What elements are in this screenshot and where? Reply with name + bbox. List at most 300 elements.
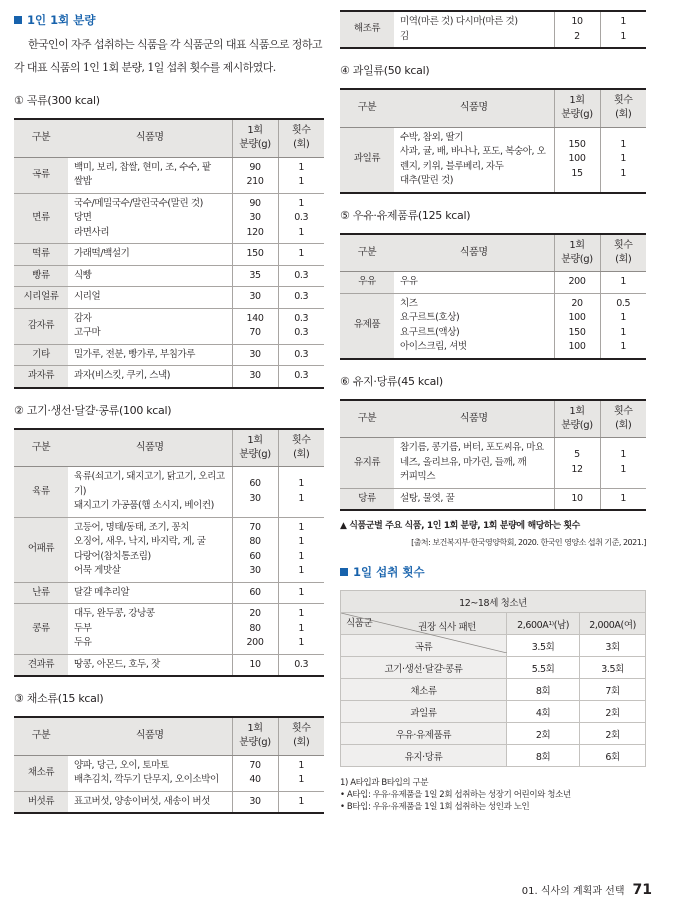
amount-value: 10 bbox=[571, 492, 583, 504]
table-header-row bbox=[340, 400, 646, 438]
amount-value: 20 bbox=[249, 608, 261, 619]
count-cell bbox=[278, 654, 324, 676]
amount-value: 30 bbox=[249, 348, 261, 360]
amount-cell bbox=[232, 244, 278, 266]
count-value: 0.3 bbox=[294, 658, 309, 670]
count-value: 1 bbox=[298, 637, 305, 648]
footnote-line: 1) A타입과 B타입의 구분 bbox=[340, 778, 429, 788]
amount-cell bbox=[232, 344, 278, 366]
column-header-food: 식품명 bbox=[394, 400, 554, 438]
column-header-amount: 1회 분량(g) bbox=[554, 234, 600, 272]
amount-value: 80 bbox=[249, 622, 261, 634]
count-value: 1 bbox=[298, 248, 305, 259]
column-header-food: 식품명 bbox=[394, 89, 554, 127]
food-cell bbox=[394, 272, 554, 294]
food-name: 땅콩, 아몬드, 호두, 잣 bbox=[74, 658, 160, 670]
food-name: 어묵 게맛살 bbox=[74, 565, 121, 576]
column-header-category: 구분 bbox=[340, 234, 394, 272]
category-cell: 육류 bbox=[14, 467, 68, 518]
count-value: 1 bbox=[620, 16, 627, 27]
page-number: 71 bbox=[632, 882, 652, 898]
food-name: 육류(쇠고기, 돼지고기, 닭고기, 오리고기) bbox=[74, 471, 225, 497]
page-footer bbox=[522, 882, 652, 898]
amount-value: 12 bbox=[571, 463, 583, 475]
section-heading bbox=[14, 12, 324, 28]
amount-value: 100 bbox=[568, 312, 586, 323]
category-cell: 버섯류 bbox=[14, 791, 68, 813]
table-row bbox=[14, 791, 324, 813]
type-a-header: 2,600A¹⁾(남) bbox=[507, 613, 580, 635]
column-header-category: 구분 bbox=[14, 119, 68, 157]
food-table bbox=[14, 428, 324, 678]
category-cell: 빵류 bbox=[14, 265, 68, 287]
heading-square-icon bbox=[340, 568, 348, 576]
food-name: 돼지고기 가공품(햄 소시지, 베이컨) bbox=[74, 500, 214, 511]
type-a-count: 5.5회 bbox=[507, 657, 580, 679]
amount-cell bbox=[232, 366, 278, 388]
count-value: 1 bbox=[620, 341, 627, 352]
amount-cell bbox=[232, 755, 278, 791]
amount-cell bbox=[232, 604, 278, 655]
amount-value: 70 bbox=[249, 327, 261, 338]
pattern-label: 권장 식사 패턴 bbox=[418, 622, 476, 633]
amount-value: 60 bbox=[249, 478, 261, 490]
food-group-label: 식품군 bbox=[346, 618, 373, 629]
table-row bbox=[340, 11, 646, 48]
column-header-amount: 1회 분량(g) bbox=[232, 429, 278, 467]
category-cell: 채소류 bbox=[14, 755, 68, 791]
table-header-row bbox=[340, 234, 646, 272]
count-cell bbox=[278, 467, 324, 518]
heading-square-icon bbox=[14, 16, 22, 24]
food-table bbox=[340, 233, 646, 360]
food-name: 두부 bbox=[74, 622, 92, 634]
food-cell bbox=[68, 193, 232, 244]
food-name: 고등어, 명태/동태, 조기, 꽁치 bbox=[74, 521, 190, 533]
amount-value: 30 bbox=[249, 291, 261, 302]
amount-value: 90 bbox=[249, 161, 261, 173]
category-cell: 유제품 bbox=[340, 293, 394, 359]
type-a-count: 3.5회 bbox=[507, 635, 580, 657]
food-name: 두유 bbox=[74, 637, 92, 648]
count-value: 1 bbox=[298, 536, 305, 547]
section-title: 1인 1회 분량 bbox=[27, 13, 96, 27]
count-value: 1 bbox=[298, 226, 305, 238]
count-cell bbox=[600, 293, 646, 359]
column-header-count: 횟수 (회) bbox=[278, 717, 324, 755]
intro-paragraph: 한국인이 자주 섭취하는 식품을 각 식품군의 대표 식품으로 정하고 각 대표 식품의 1인 1회 분량, 1일 섭취 횟수를 제시하였다. bbox=[14, 38, 322, 74]
diagonal-header-cell bbox=[341, 613, 507, 635]
left-column bbox=[14, 0, 324, 814]
column-header-count: 횟수 (회) bbox=[600, 234, 646, 272]
food-cell bbox=[68, 517, 232, 582]
food-name: 대추(말린 것) bbox=[400, 175, 454, 186]
food-name: 쌀밥 bbox=[74, 176, 92, 187]
column-header-category: 구분 bbox=[14, 429, 68, 467]
type-a-count: 2회 bbox=[507, 723, 580, 745]
table-caption: ▲ 식품군별 주요 식품, 1인 1회 분량, 1회 분량에 해당하는 횟수 bbox=[340, 521, 580, 531]
column-header-amount: 1회 분량(g) bbox=[232, 119, 278, 157]
count-value: 0.3 bbox=[294, 312, 309, 324]
intake-row bbox=[341, 723, 646, 745]
table-row bbox=[14, 755, 324, 791]
amount-value: 100 bbox=[568, 341, 586, 352]
table-header-row bbox=[14, 119, 324, 157]
amount-value: 10 bbox=[571, 16, 583, 27]
food-name: 과자(비스킷, 쿠키, 스낵) bbox=[74, 370, 171, 381]
count-cell bbox=[600, 488, 646, 510]
food-cell bbox=[68, 654, 232, 676]
amount-cell bbox=[232, 517, 278, 582]
food-name: 시리얼 bbox=[74, 291, 101, 302]
category-cell: 기타 bbox=[14, 344, 68, 366]
intake-row bbox=[341, 657, 646, 679]
food-name: 아이스크림, 셔벗 bbox=[400, 341, 467, 352]
food-name: 김 bbox=[400, 30, 409, 42]
count-cell bbox=[600, 11, 646, 48]
amount-cell bbox=[554, 127, 600, 193]
count-value: 1 bbox=[298, 478, 305, 490]
column-header-food: 식품명 bbox=[68, 119, 232, 157]
column-header-count: 횟수 (회) bbox=[278, 429, 324, 467]
food-group-cell: 과일류 bbox=[341, 701, 507, 723]
amount-value: 2 bbox=[574, 30, 580, 42]
category-cell: 당류 bbox=[340, 488, 394, 510]
amount-value: 70 bbox=[249, 759, 261, 771]
amount-cell bbox=[554, 11, 600, 48]
amount-value: 150 bbox=[246, 248, 264, 259]
category-cell: 감자류 bbox=[14, 308, 68, 344]
count-cell bbox=[278, 308, 324, 344]
count-cell bbox=[600, 438, 646, 489]
food-name: 수박, 참외, 딸기 bbox=[400, 131, 464, 143]
food-cell bbox=[68, 244, 232, 266]
food-cell bbox=[68, 287, 232, 309]
category-cell: 난류 bbox=[14, 582, 68, 604]
amount-value: 150 bbox=[568, 138, 586, 150]
amount-value: 150 bbox=[568, 326, 586, 338]
table-row bbox=[14, 517, 324, 582]
type-a-count: 4회 bbox=[507, 701, 580, 723]
count-value: 1 bbox=[298, 774, 305, 785]
amount-value: 30 bbox=[249, 370, 261, 381]
intake-row bbox=[341, 701, 646, 723]
food-group-cell: 채소류 bbox=[341, 679, 507, 701]
count-value: 1 bbox=[620, 492, 627, 504]
count-value: 1 bbox=[620, 326, 627, 338]
count-value: 1 bbox=[620, 167, 627, 179]
footnote-line: • B타입: 우유·유제품을 1일 1회 섭취하는 성인과 노인 bbox=[340, 802, 530, 812]
food-name: 당면 bbox=[74, 212, 92, 223]
food-name: 참기름, 콩기름, 버터, 포도씨유, 마요네즈, 올리브유, 마가린, 들깨, 깨 bbox=[400, 442, 544, 468]
table-row bbox=[340, 438, 646, 489]
amount-cell bbox=[554, 438, 600, 489]
intake-header-row bbox=[341, 591, 646, 613]
type-b-count: 2회 bbox=[580, 723, 646, 745]
count-value: 1 bbox=[620, 138, 627, 150]
food-table bbox=[340, 88, 646, 194]
count-value: 1 bbox=[298, 176, 305, 187]
group-title: ① 곡류(300 kcal) bbox=[14, 94, 100, 107]
count-value: 0.3 bbox=[294, 327, 309, 338]
type-b-count: 6회 bbox=[580, 745, 646, 767]
amount-value: 10 bbox=[249, 658, 261, 670]
type-a-count: 8회 bbox=[507, 679, 580, 701]
category-cell: 견과류 bbox=[14, 654, 68, 676]
count-value: 1 bbox=[298, 550, 305, 562]
type-b-count: 3회 bbox=[580, 635, 646, 657]
count-value: 1 bbox=[620, 30, 627, 42]
type-b-header: 2,000A(여) bbox=[580, 613, 646, 635]
count-value: 1 bbox=[620, 449, 627, 461]
amount-cell bbox=[232, 791, 278, 813]
type-b-count: 7회 bbox=[580, 679, 646, 701]
food-name: 가래떡/백설기 bbox=[74, 248, 130, 259]
amount-value: 90 bbox=[249, 197, 261, 209]
table-source: [출처: 보건복지부·한국영양학회, 2020. 한국인 영양소 섭취 기준, 2021.] bbox=[411, 538, 646, 547]
count-value: 1 bbox=[298, 521, 305, 533]
chapter-title: 01. 식사의 계획과 선택 bbox=[521, 886, 625, 897]
food-name: 표고버섯, 양송이버섯, 새송이 버섯 bbox=[74, 795, 210, 807]
food-name: 감자 bbox=[74, 312, 92, 324]
column-header-category: 구분 bbox=[14, 717, 68, 755]
food-cell bbox=[68, 582, 232, 604]
footnote bbox=[340, 777, 646, 813]
section-title: 1일 섭취 횟수 bbox=[353, 565, 425, 579]
type-b-count: 3.5회 bbox=[580, 657, 646, 679]
table-row bbox=[14, 344, 324, 366]
food-name: 배추김치, 깍두기 단무지, 오이소박이 bbox=[74, 774, 219, 785]
column-header-amount: 1회 분량(g) bbox=[554, 400, 600, 438]
amount-value: 60 bbox=[249, 550, 261, 562]
table-row bbox=[14, 308, 324, 344]
food-group-cell: 고기·생선·달걀·콩류 bbox=[341, 657, 507, 679]
amount-value: 140 bbox=[246, 312, 264, 324]
food-group-cell: 유지·당류 bbox=[341, 745, 507, 767]
amount-value: 120 bbox=[246, 226, 264, 238]
amount-cell bbox=[554, 488, 600, 510]
amount-value: 200 bbox=[246, 637, 264, 648]
food-table bbox=[340, 399, 646, 512]
count-cell bbox=[278, 344, 324, 366]
column-header-amount: 1회 분량(g) bbox=[554, 89, 600, 127]
table-row bbox=[14, 287, 324, 309]
column-header-category: 구분 bbox=[340, 400, 394, 438]
food-name: 백미, 보리, 찹쌀, 현미, 조, 수수, 팥 bbox=[74, 161, 211, 173]
amount-value: 30 bbox=[249, 565, 261, 576]
food-cell bbox=[68, 265, 232, 287]
amount-cell bbox=[232, 157, 278, 193]
food-name: 설탕, 물엿, 꿀 bbox=[400, 492, 455, 504]
amount-cell bbox=[232, 287, 278, 309]
intake-row bbox=[341, 745, 646, 767]
group-title: ④ 과일류(50 kcal) bbox=[340, 64, 430, 77]
table-header-row bbox=[14, 429, 324, 467]
category-cell: 과일류 bbox=[340, 127, 394, 193]
table-header-row bbox=[14, 717, 324, 755]
food-cell bbox=[68, 791, 232, 813]
column-header-count: 횟수 (회) bbox=[278, 119, 324, 157]
food-table bbox=[14, 716, 324, 814]
food-name: 사과, 귤, 배, 바나나, 포도, 복숭아, 오렌지, 키위, 블루베리, 자두 bbox=[400, 146, 546, 172]
count-value: 1 bbox=[298, 586, 305, 598]
table-row bbox=[14, 604, 324, 655]
food-cell bbox=[68, 467, 232, 518]
column-header-count: 횟수 (회) bbox=[600, 400, 646, 438]
group-title: ⑥ 유지·당류(45 kcal) bbox=[340, 374, 443, 388]
table-header-row bbox=[340, 89, 646, 127]
amount-value: 35 bbox=[249, 269, 261, 281]
count-value: 1 bbox=[620, 312, 627, 323]
food-name: 치즈 bbox=[400, 297, 418, 309]
category-cell: 과자류 bbox=[14, 366, 68, 388]
column-header-amount: 1회 분량(g) bbox=[232, 717, 278, 755]
count-cell bbox=[600, 127, 646, 193]
food-name: 다랑어(참치통조림) bbox=[74, 550, 151, 562]
food-cell bbox=[394, 438, 554, 489]
group-title: ③ 채소류(15 kcal) bbox=[14, 692, 104, 705]
count-value: 1 bbox=[298, 197, 305, 209]
table-row bbox=[340, 127, 646, 193]
footnote-line: • A타입: 우유·유제품을 1일 2회 섭취하는 성장기 어린이와 청소년 bbox=[340, 790, 571, 800]
age-group-header: 12~18세 청소년 bbox=[341, 591, 646, 613]
food-name: 식빵 bbox=[74, 269, 92, 281]
amount-value: 60 bbox=[249, 586, 261, 598]
amount-cell bbox=[554, 272, 600, 294]
table-row bbox=[14, 193, 324, 244]
count-cell bbox=[278, 604, 324, 655]
food-cell bbox=[68, 308, 232, 344]
amount-value: 30 bbox=[249, 492, 261, 504]
food-cell bbox=[68, 344, 232, 366]
amount-cell bbox=[232, 308, 278, 344]
amount-value: 30 bbox=[249, 795, 261, 807]
count-value: 0.3 bbox=[294, 291, 309, 302]
count-cell bbox=[278, 755, 324, 791]
count-value: 1 bbox=[298, 759, 305, 771]
section-heading bbox=[340, 564, 646, 580]
amount-cell bbox=[232, 193, 278, 244]
count-cell bbox=[278, 517, 324, 582]
count-value: 1 bbox=[620, 463, 627, 475]
food-cell bbox=[68, 366, 232, 388]
count-cell bbox=[278, 157, 324, 193]
food-name: 밀가루, 전분, 빵가루, 부침가루 bbox=[74, 348, 196, 360]
food-name: 달걀 메추리알 bbox=[74, 586, 130, 598]
count-cell bbox=[278, 366, 324, 388]
table-row bbox=[14, 654, 324, 676]
food-cell bbox=[394, 293, 554, 359]
food-name: 대두, 완두콩, 강낭콩 bbox=[74, 608, 155, 619]
count-value: 1 bbox=[298, 161, 305, 173]
count-value: 1 bbox=[298, 795, 305, 807]
count-value: 0.3 bbox=[294, 269, 309, 281]
food-name: 우유 bbox=[400, 276, 418, 287]
food-name: 커피믹스 bbox=[400, 471, 436, 482]
amount-value: 80 bbox=[249, 536, 261, 547]
type-b-count: 2회 bbox=[580, 701, 646, 723]
type-a-count: 8회 bbox=[507, 745, 580, 767]
category-cell: 어패류 bbox=[14, 517, 68, 582]
table-row bbox=[14, 244, 324, 266]
table-row bbox=[340, 488, 646, 510]
table-row bbox=[14, 582, 324, 604]
table-row bbox=[14, 366, 324, 388]
column-header-food: 식품명 bbox=[68, 717, 232, 755]
amount-cell bbox=[232, 654, 278, 676]
amount-value: 15 bbox=[571, 167, 583, 179]
food-name: 요구르트(액상) bbox=[400, 326, 460, 338]
amount-value: 200 bbox=[568, 276, 586, 287]
category-cell: 해조류 bbox=[340, 11, 394, 48]
food-cell bbox=[68, 604, 232, 655]
food-cell bbox=[394, 488, 554, 510]
count-value: 0.3 bbox=[294, 348, 309, 360]
count-cell bbox=[278, 244, 324, 266]
count-value: 1 bbox=[298, 565, 305, 576]
table-row bbox=[14, 467, 324, 518]
amount-cell bbox=[554, 293, 600, 359]
count-value: 0.3 bbox=[294, 370, 309, 381]
count-value: 1 bbox=[298, 622, 305, 634]
amount-cell bbox=[232, 467, 278, 518]
count-value: 1 bbox=[620, 276, 627, 287]
amount-value: 5 bbox=[574, 449, 580, 461]
intake-row bbox=[341, 679, 646, 701]
category-cell: 콩류 bbox=[14, 604, 68, 655]
category-cell: 떡류 bbox=[14, 244, 68, 266]
food-name: 양파, 당근, 오이, 토마토 bbox=[74, 759, 169, 771]
count-value: 1 bbox=[620, 153, 627, 165]
food-name: 라면사리 bbox=[74, 226, 110, 238]
food-cell bbox=[68, 755, 232, 791]
intake-table bbox=[340, 590, 646, 767]
food-group-cell: 우유·유제품류 bbox=[341, 723, 507, 745]
table-row bbox=[340, 293, 646, 359]
count-value: 0.5 bbox=[616, 297, 631, 309]
count-cell bbox=[278, 582, 324, 604]
food-name: 고구마 bbox=[74, 327, 101, 338]
food-table bbox=[14, 118, 324, 389]
food-name: 오징어, 새우, 낙지, 바지락, 게, 굴 bbox=[74, 536, 206, 547]
food-name: 미역(마른 것) 다시마(마른 것) bbox=[400, 16, 518, 27]
food-group-cell: 곡류 bbox=[341, 635, 507, 657]
count-cell bbox=[278, 791, 324, 813]
amount-value: 20 bbox=[571, 297, 583, 309]
category-cell: 곡류 bbox=[14, 157, 68, 193]
amount-value: 100 bbox=[568, 153, 586, 165]
count-cell bbox=[278, 265, 324, 287]
food-cell bbox=[394, 127, 554, 193]
food-name: 국수/메밀국수/말린국수(말린 것) bbox=[74, 197, 203, 209]
table-row bbox=[14, 265, 324, 287]
count-value: 0.3 bbox=[294, 212, 309, 223]
count-value: 1 bbox=[298, 608, 305, 619]
amount-cell bbox=[232, 582, 278, 604]
food-cell bbox=[394, 11, 554, 48]
amount-value: 70 bbox=[249, 521, 261, 533]
amount-value: 30 bbox=[249, 212, 261, 223]
column-header-count: 횟수 (회) bbox=[600, 89, 646, 127]
column-header-food: 식품명 bbox=[68, 429, 232, 467]
food-table bbox=[340, 10, 646, 49]
count-cell bbox=[278, 287, 324, 309]
food-name: 요구르트(호상) bbox=[400, 312, 460, 323]
table-row bbox=[340, 272, 646, 294]
amount-value: 210 bbox=[246, 176, 264, 187]
column-header-category: 구분 bbox=[340, 89, 394, 127]
category-cell: 유지류 bbox=[340, 438, 394, 489]
